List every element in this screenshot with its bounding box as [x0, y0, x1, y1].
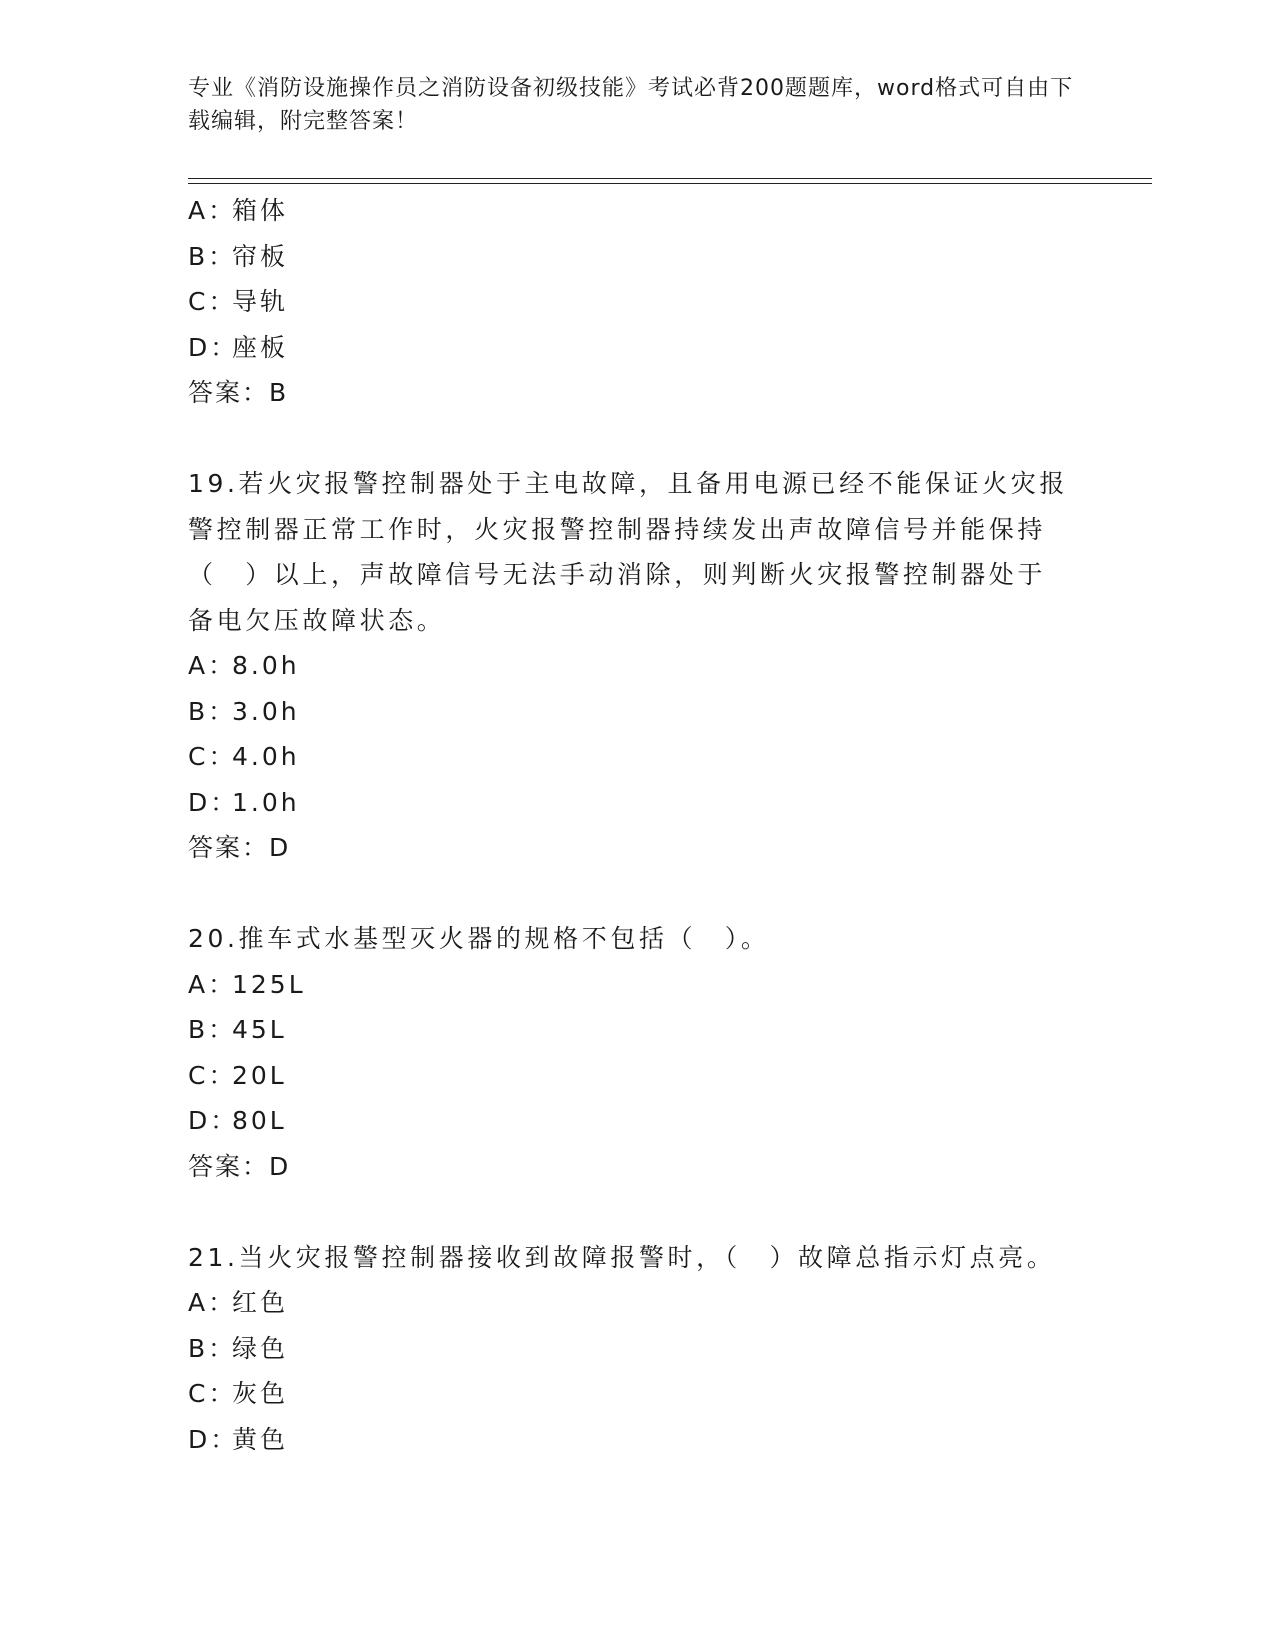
header-rule-top	[188, 178, 1152, 179]
option-a: A：8.0h	[188, 651, 300, 680]
option-c: C：20L	[188, 1060, 287, 1090]
option-a: A：箱体	[188, 196, 289, 225]
option-d: D：80L	[188, 1106, 287, 1135]
question-stem: 20.推车式水基型灭火器的规格不包括（ ）。	[188, 924, 770, 953]
option-d: D：黄色	[188, 1424, 289, 1454]
option-c: C：灰色	[188, 1379, 289, 1408]
page-header	[188, 72, 1088, 138]
document-body	[188, 188, 1088, 1462]
answer-line: 答案：B	[188, 378, 289, 407]
answer-line: 答案：D	[188, 833, 291, 862]
option-d: D：1.0h	[188, 787, 300, 817]
option-b: B：3.0h	[188, 696, 300, 726]
option-b: B：绿色	[188, 1333, 289, 1363]
question-19	[188, 461, 1088, 871]
question-20	[188, 916, 1088, 1189]
prev-question	[188, 188, 1088, 416]
option-a: A：红色	[188, 1288, 289, 1317]
question-21	[188, 1235, 1088, 1463]
option-a: A：125L	[188, 969, 306, 999]
header-rule-bottom	[188, 183, 1152, 184]
option-b: B：45L	[188, 1015, 287, 1044]
question-stem: 19.若火灾报警控制器处于主电故障，且备用电源已经不能保证火灾报警控制器正常工作时，火灾报警控制器持续发出声故障信号并能保持（ ）以上，声故障信号无法手动消除，则判断火灾报警控制器处于备电欠压故障状态。	[188, 469, 1068, 635]
option-b: B：帘板	[188, 241, 289, 271]
answer-line: 答案：D	[188, 1151, 291, 1181]
option-c: C：4.0h	[188, 742, 300, 771]
question-stem: 21.当火灾报警控制器接收到故障报警时，（ ）故障总指示灯点亮。	[188, 1242, 1056, 1272]
header-title: 专业《消防设施操作员之消防设备初级技能》考试必背200题题库，word格式可自由下载编辑，附完整答案！	[188, 76, 1074, 134]
option-d: D：座板	[188, 332, 289, 362]
option-c: C：导轨	[188, 287, 289, 316]
